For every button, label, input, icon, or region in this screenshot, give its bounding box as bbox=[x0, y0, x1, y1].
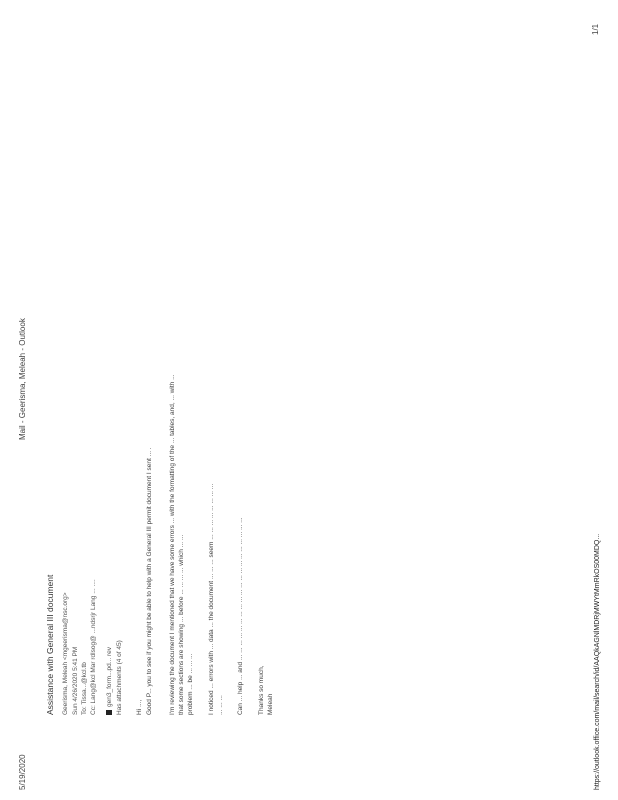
body-para3: Can ... help ... and ... ... ... ... ... ... ... ... ... ... ... ... ... ... ... ... ... ... ... ... bbox=[237, 517, 244, 715]
body-line-4: problem ... be ... ... ... bbox=[187, 653, 194, 715]
attachment-name: gen3_form...pd... rev bbox=[106, 647, 113, 707]
email-signoff: Thanks so much, bbox=[258, 665, 265, 715]
email-from: Geerisma, Meleah <mgeerisma@nsc.org> bbox=[62, 592, 69, 715]
email-sent: Sun 4/26/2020 5:41 PM bbox=[72, 646, 79, 715]
body-line-2: I'm reviewing the document I mentioned that we have some errors ... with the formatting of the ... tables, and, ... with ... bbox=[169, 374, 176, 715]
email-cc: Cc: Lang@kcl Mar rdlsog@ ...ndsrjr Lang ... .... bbox=[90, 579, 97, 715]
page-number: 1/1 bbox=[591, 23, 600, 35]
body-para2-line-2: ... ... ... bbox=[217, 695, 224, 715]
email-greeting: Hi ..., bbox=[136, 699, 143, 715]
attachment[interactable] bbox=[106, 647, 113, 715]
email-subject: Assistance with General III document bbox=[45, 574, 55, 715]
body-line-1: Good P... you to see if you might be able to help with a General III permit document I sent ... . bbox=[146, 447, 153, 715]
body-line-3: that some sections are showing ... before ... ... ... ... which ... ... bbox=[178, 534, 185, 715]
print-date: 5/19/2020 bbox=[18, 754, 27, 790]
attachment-icon bbox=[106, 710, 112, 715]
print-url: https://outlook.office.com/mail/search/id/AAQkAGNlMDRjMWYtMmRkOS00MDQ... bbox=[594, 533, 601, 790]
email-to: To: Tissa...@kcl.tb bbox=[81, 662, 88, 715]
body-para2-line-1: I noticed ... errors with ... data ... the document ... ... ... seem ... ... ... ... ... ... ... ... bbox=[208, 483, 215, 715]
print-title: Mail - Geerisma, Meleah - Outlook bbox=[18, 318, 27, 440]
email-signature: Meleah bbox=[267, 693, 274, 715]
attachment-count: Has attachments (4 of 45) bbox=[116, 640, 123, 715]
